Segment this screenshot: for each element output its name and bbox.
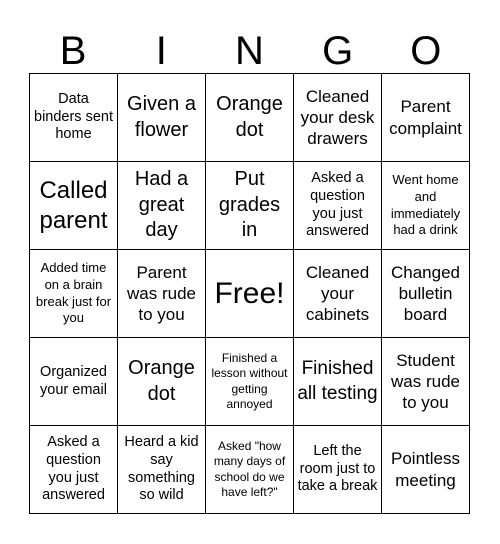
bingo-cell[interactable] bbox=[206, 426, 294, 514]
bingo-cell[interactable] bbox=[30, 162, 118, 250]
cell-text: Orange dot bbox=[216, 92, 283, 141]
cell-text: Cleaned your desk drawers bbox=[300, 86, 375, 149]
bingo-cell[interactable] bbox=[382, 338, 470, 426]
bingo-cell[interactable] bbox=[118, 74, 206, 162]
cell-text: Orange dot bbox=[128, 356, 195, 405]
bingo-cell[interactable] bbox=[294, 162, 382, 250]
cell-text: Called parent bbox=[39, 176, 108, 234]
cell-text: Pointless meeting bbox=[391, 449, 460, 490]
bingo-cell[interactable] bbox=[206, 74, 294, 162]
cell-text: Asked "how many days of school do we have left?" bbox=[213, 438, 286, 499]
bingo-cell[interactable] bbox=[294, 74, 382, 162]
cell-text: Given a flower bbox=[127, 92, 196, 141]
cell-text: Organized your email bbox=[40, 363, 107, 398]
cell-text: Heard a kid say something so wild bbox=[124, 434, 199, 504]
bingo-header bbox=[29, 28, 470, 74]
header-letter-i: I bbox=[155, 29, 167, 73]
cell-text: Asked a question you just answered bbox=[306, 170, 369, 240]
cell-text: Free! bbox=[214, 276, 285, 310]
bingo-cell[interactable] bbox=[294, 338, 382, 426]
free-space-cell[interactable] bbox=[206, 250, 294, 338]
cell-text: Added time on a brain break just for you bbox=[35, 260, 112, 326]
bingo-cell[interactable] bbox=[30, 74, 118, 162]
header-letter-n: N bbox=[235, 29, 264, 73]
cell-text: Student was rude to you bbox=[391, 350, 460, 413]
cell-text: Had a great day bbox=[134, 168, 189, 242]
bingo-cell[interactable] bbox=[382, 162, 470, 250]
header-letter-b: B bbox=[59, 29, 87, 73]
cell-text: Changed bulletin board bbox=[390, 262, 460, 325]
bingo-cell[interactable] bbox=[30, 338, 118, 426]
bingo-cell[interactable] bbox=[118, 426, 206, 514]
bingo-cell[interactable] bbox=[206, 338, 294, 426]
bingo-cell[interactable] bbox=[118, 162, 206, 250]
cell-text: Asked a question you just answered bbox=[42, 434, 105, 504]
bingo-cell[interactable] bbox=[382, 250, 470, 338]
bingo-cell[interactable] bbox=[294, 426, 382, 514]
cell-text: Finished a lesson without getting annoyed bbox=[211, 350, 288, 411]
header-letter-o: O bbox=[410, 29, 442, 73]
cell-text: Parent was rude to you bbox=[127, 262, 196, 325]
header-letter-g: G bbox=[322, 29, 354, 73]
bingo-cell[interactable] bbox=[30, 426, 118, 514]
bingo-cell[interactable] bbox=[118, 338, 206, 426]
cell-text: Finished all testing bbox=[297, 358, 378, 404]
bingo-cell[interactable] bbox=[382, 426, 470, 514]
cell-text: Went home and immediately had a drink bbox=[390, 172, 461, 238]
cell-text: Parent complaint bbox=[389, 97, 462, 138]
cell-text: Data binders sent home bbox=[34, 90, 113, 143]
cell-text: Put grades in bbox=[218, 168, 281, 242]
bingo-cell[interactable] bbox=[118, 250, 206, 338]
bingo-cell[interactable] bbox=[30, 250, 118, 338]
bingo-cell[interactable] bbox=[382, 74, 470, 162]
bingo-grid bbox=[29, 73, 470, 514]
cell-text: Left the room just to take a break bbox=[297, 442, 378, 495]
bingo-cell[interactable] bbox=[294, 250, 382, 338]
cell-text: Cleaned your cabinets bbox=[305, 262, 370, 325]
bingo-cell[interactable] bbox=[206, 162, 294, 250]
